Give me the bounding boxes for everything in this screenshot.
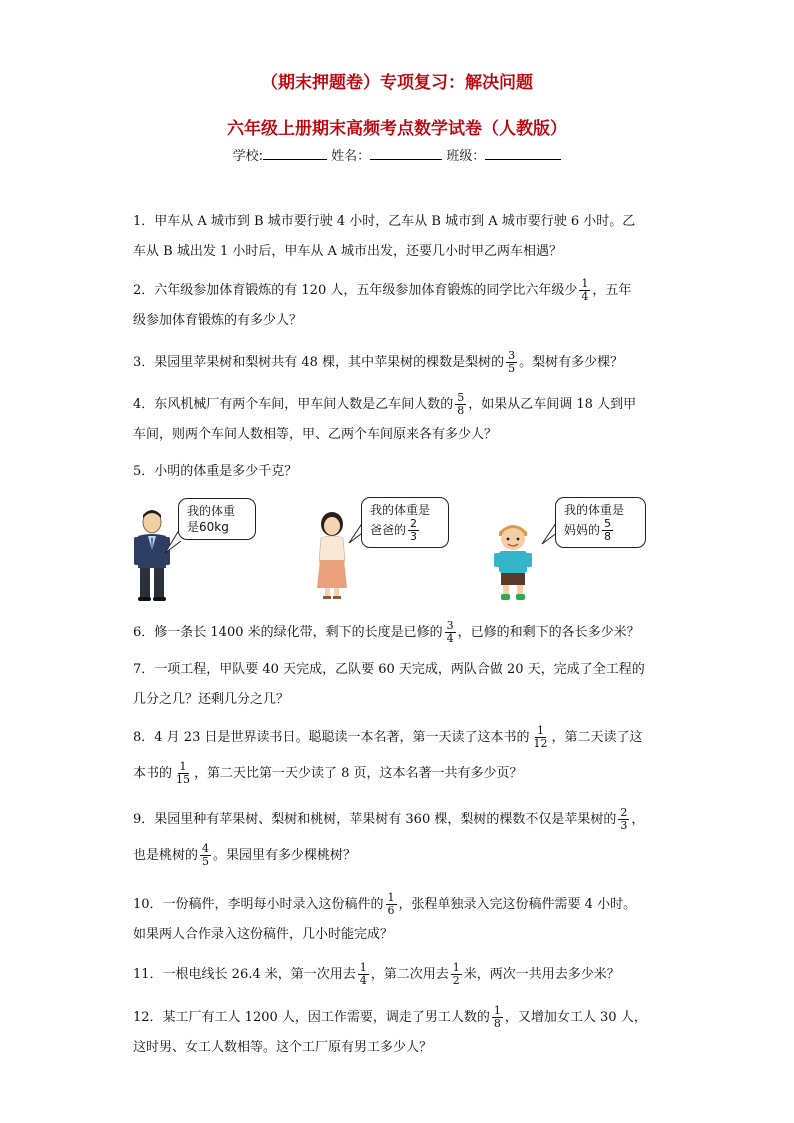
fraction-numerator: 3 [508,349,516,362]
question-11 [133,960,673,990]
question-12 [133,1003,673,1063]
question-2-text-a: 2．六年级参加体育锻炼的有 120 人，五年级参加体育锻炼的同学比六年级少 [133,283,578,298]
fraction-denominator: 8 [604,530,612,543]
fraction-denominator: 2 [452,974,460,987]
title-line-2: 六年级上册期末高频考点数学试卷（人教版） [227,119,567,139]
fraction [358,962,369,987]
question-1-line-2: 车从 B 城出发 1 小时后，甲车从 A 城市出发，还要几小时甲乙两车相遇？ [133,244,563,259]
question-2 [133,276,673,336]
name-blank[interactable] [370,145,442,160]
question-8 [133,723,673,789]
question-10-text-b: ，张程单独录入完这份稿件需要 4 小时。 [398,897,637,912]
father-speech-bubble [178,498,256,540]
fraction [174,761,192,786]
question-1-line-1: 1．甲车从 A 城市到 B 城市要行驶 4 小时，乙车从 B 城市到 A 城市要行驶 6 小时。乙 [133,214,636,229]
question-9-text-b: ， [631,812,645,827]
question-8-text-d: ，第二天比第一天少读了 8 页，这本名著一共有多少页？ [194,766,523,781]
fraction-denominator: 15 [176,773,191,786]
fraction [445,620,456,645]
fraction [602,518,613,543]
mother-speech-line-2: 爸爸的 [370,523,407,537]
question-7-line-2: 几分之几？还剩几分之几？ [133,692,290,707]
fraction-denominator: 6 [387,904,395,917]
mother-speech-line-1: 我的体重是 [370,503,431,517]
fraction-denominator: 4 [581,290,589,303]
question-8-text-a: 8．4 月 23 日是世界读书日。聪聪读一本名著，第一天读了这本书的 [133,730,530,745]
son-speech-line-1: 我的体重是 [564,503,625,517]
school-blank[interactable] [263,145,327,160]
question-11-text-c: 米，两次一共用去多少米？ [463,967,620,982]
question-7-line-1: 7．一项工程，甲队要 40 天完成，乙队要 60 天完成，两队合做 20 天，完成了全工程的 [133,662,645,677]
question-9-text-d: 。果园里有多少棵桃树？ [213,848,357,863]
question-2-line-2: 级参加体育锻炼的有多少人？ [133,313,303,328]
question-11-text-a: 11．一根电线长 26.4 米，第一次用去 [133,967,356,982]
fraction-numerator: 3 [446,619,454,632]
fraction-numerator: 1 [581,277,589,290]
question-12-text-b: ，又增加女工人 30 人， [504,1010,647,1025]
question-4-text-a: 4．东风机械厂有两个车间，甲车间人数是乙车间人数的 [133,397,454,412]
fraction [618,807,629,832]
question-6 [133,618,673,648]
fraction-denominator: 12 [533,737,548,750]
question-12-text-a: 12．某工厂有工人 1200 人，因工作需要，调走了男工人数的 [133,1010,490,1025]
fraction-numerator: 2 [410,517,418,530]
question-7 [133,655,673,715]
question-9 [133,805,673,871]
question-2-text-b: ，五年 [592,283,632,298]
fraction-numerator: 1 [493,1004,501,1017]
fraction [579,278,590,303]
father-speech-line-2: 是60kg [187,520,229,534]
fraction-numerator: 1 [536,724,544,737]
question-11-text-b: ，第二次用去 [370,967,449,982]
fraction-denominator: 4 [359,974,367,987]
question-3 [133,348,673,378]
school-label: 学校: [232,149,264,164]
question-12-line-2: 这时男、女工人数相等。这个工厂原有男工多少人？ [133,1040,433,1055]
question-8-text-b: ，第二天读了这 [551,730,643,745]
fraction-numerator: 5 [457,391,465,404]
fraction-numerator: 2 [620,806,628,819]
fraction [386,892,397,917]
class-blank[interactable] [485,145,561,160]
fraction-denominator: 5 [202,855,210,868]
fraction-denominator: 8 [457,404,465,417]
fraction-numerator: 4 [202,842,210,855]
question-6-text-b: ，已修的和剩下的各长多少米？ [457,625,640,640]
student-info-fields [0,145,794,164]
fraction-numerator: 5 [604,517,612,530]
mother-speech-bubble [361,497,449,548]
son-speech-line-2: 妈妈的 [564,523,601,537]
fraction-numerator: 1 [387,891,395,904]
name-label: 姓名： [331,149,371,164]
question-6-text-a: 6．修一条长 1400 米的绿化带，剩下的长度是已修的 [133,625,443,640]
question-3-text-a: 3．果园里苹果树和梨树共有 48 棵，其中苹果树的棵数是梨树的 [133,355,505,370]
fraction [531,725,549,750]
fraction-denominator: 5 [508,362,516,375]
question-4 [133,390,673,450]
class-label: 班级： [446,149,486,164]
fraction [451,962,462,987]
question-4-line-2: 车间，则两个车间人数相等，甲、乙两个车间原来各有多少人？ [133,427,498,442]
fraction-numerator: 1 [359,961,367,974]
fraction-denominator: 3 [620,819,628,832]
son-figure [493,520,533,602]
question-3-text-b: 。梨树有多少棵？ [519,355,624,370]
fraction-denominator: 3 [410,530,418,543]
title-line-1: （期末押题卷）专项复习：解决问题 [261,73,533,93]
question-8-text-c: 本书的 [133,766,173,781]
fraction [506,350,517,375]
question-10-line-2: 如果两人合作录入这份稿件，几小时能完成？ [133,927,394,942]
question-9-text-a: 9．果园里种有苹果树、梨树和桃树，苹果树有 360 棵，梨树的棵数不仅是苹果树的 [133,812,617,827]
fraction [492,1005,503,1030]
fraction [408,518,419,543]
question-5: 5．小明的体重是多少千克？ [133,464,298,479]
fraction [200,843,211,868]
fraction-denominator: 4 [446,632,454,645]
fraction-numerator: 1 [452,961,460,974]
question-4-text-b: ，如果从乙车间调 18 人到甲 [468,397,637,412]
question-10-text-a: 10．一份稿件，李明每小时录入这份稿件的 [133,897,384,912]
question-10 [133,890,673,950]
fraction-denominator: 8 [493,1017,501,1030]
mother-figure [313,510,351,600]
fraction-numerator: 1 [179,760,187,773]
father-speech-line-1: 我的体重 [187,504,236,518]
question-9-text-c: 也是桃树的 [133,848,199,863]
question-1 [133,207,673,267]
fraction [455,392,466,417]
son-speech-bubble [555,497,646,548]
